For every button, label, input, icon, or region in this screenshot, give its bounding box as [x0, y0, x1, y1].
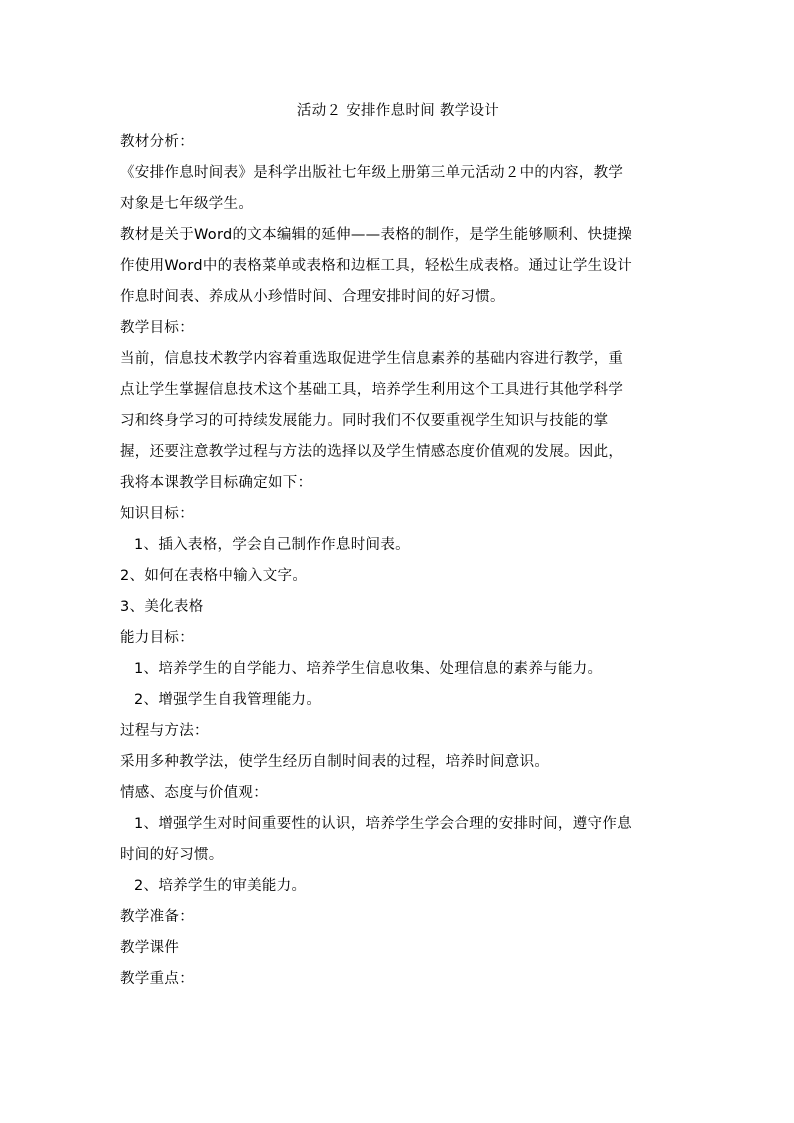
heading-teaching-preparation: 教学准备： [120, 909, 194, 925]
list-item: 3、美化表格 [120, 599, 204, 615]
heading-teaching-objectives: 教学目标： [120, 320, 194, 336]
document-body [120, 96, 676, 995]
paragraph-line: 我将本课教学目标确定如下： [120, 475, 313, 491]
list-item: 1、培养学生的自学能力、培养学生信息收集、处理信息的素养与能力。 [134, 661, 603, 677]
paragraph-line: 习和终身学习的可持续发展能力。同时我们不仅要重视学生知识与技能的掌 [120, 413, 609, 429]
list-item: 2、增强学生自我管理能力。 [134, 692, 322, 708]
paragraph-line: 时间的好习惯。 [120, 847, 224, 863]
paragraph-line: 作息时间表、养成从小珍惜时间、合理安排时间的好习惯。 [120, 289, 505, 305]
list-item: 1、插入表格，学会自己制作作息时间表。 [134, 537, 410, 553]
list-item: 1、增强学生对时间重要性的认识，培养学生学会合理的安排时间，遵守作息 [134, 816, 632, 832]
paragraph-line: 教材是关于Word的文本编辑的延伸——表格的制作，是学生能够顺利、快捷操 [120, 227, 633, 243]
paragraph-line: 握，还要注意教学过程与方法的选择以及学生情感态度价值观的发展。因此， [120, 444, 624, 460]
paragraph-line: 《安排作息时间表》是科学出版社七年级上册第三单元活动２中的内容，教学 [120, 165, 624, 181]
heading-teaching-focus: 教学重点： [120, 971, 194, 987]
list-item: 2、如何在表格中输入文字。 [120, 568, 308, 584]
heading-ability-objectives: 能力目标： [120, 630, 194, 646]
paragraph-line: 对象是七年级学生。 [120, 196, 254, 212]
list-item: 2、培养学生的审美能力。 [134, 878, 307, 894]
paragraph-line: 点让学生掌握信息技术这个基础工具，培养学生利用这个工具进行其他学科学 [120, 382, 624, 398]
heading-knowledge-objectives: 知识目标： [120, 506, 194, 522]
heading-textbook-analysis: 教材分析： [120, 134, 194, 150]
paragraph-line: 采用多种教学法，使学生经历自制时间表的过程，培养时间意识。 [120, 754, 550, 770]
paragraph-line: 当前，信息技术教学内容着重选取促进学生信息素养的基础内容进行教学，重 [120, 351, 624, 367]
heading-emotion-values: 情感、态度与价值观： [120, 785, 268, 801]
paragraph-line: 教学课件 [120, 940, 180, 956]
document-title: 活动２ 安排作息时间 教学设计 [296, 103, 500, 119]
heading-process-methods: 过程与方法： [120, 723, 209, 739]
paragraph-line: 作使用Word中的表格菜单或表格和边框工具，轻松生成表格。通过让学生设计 [120, 258, 633, 274]
